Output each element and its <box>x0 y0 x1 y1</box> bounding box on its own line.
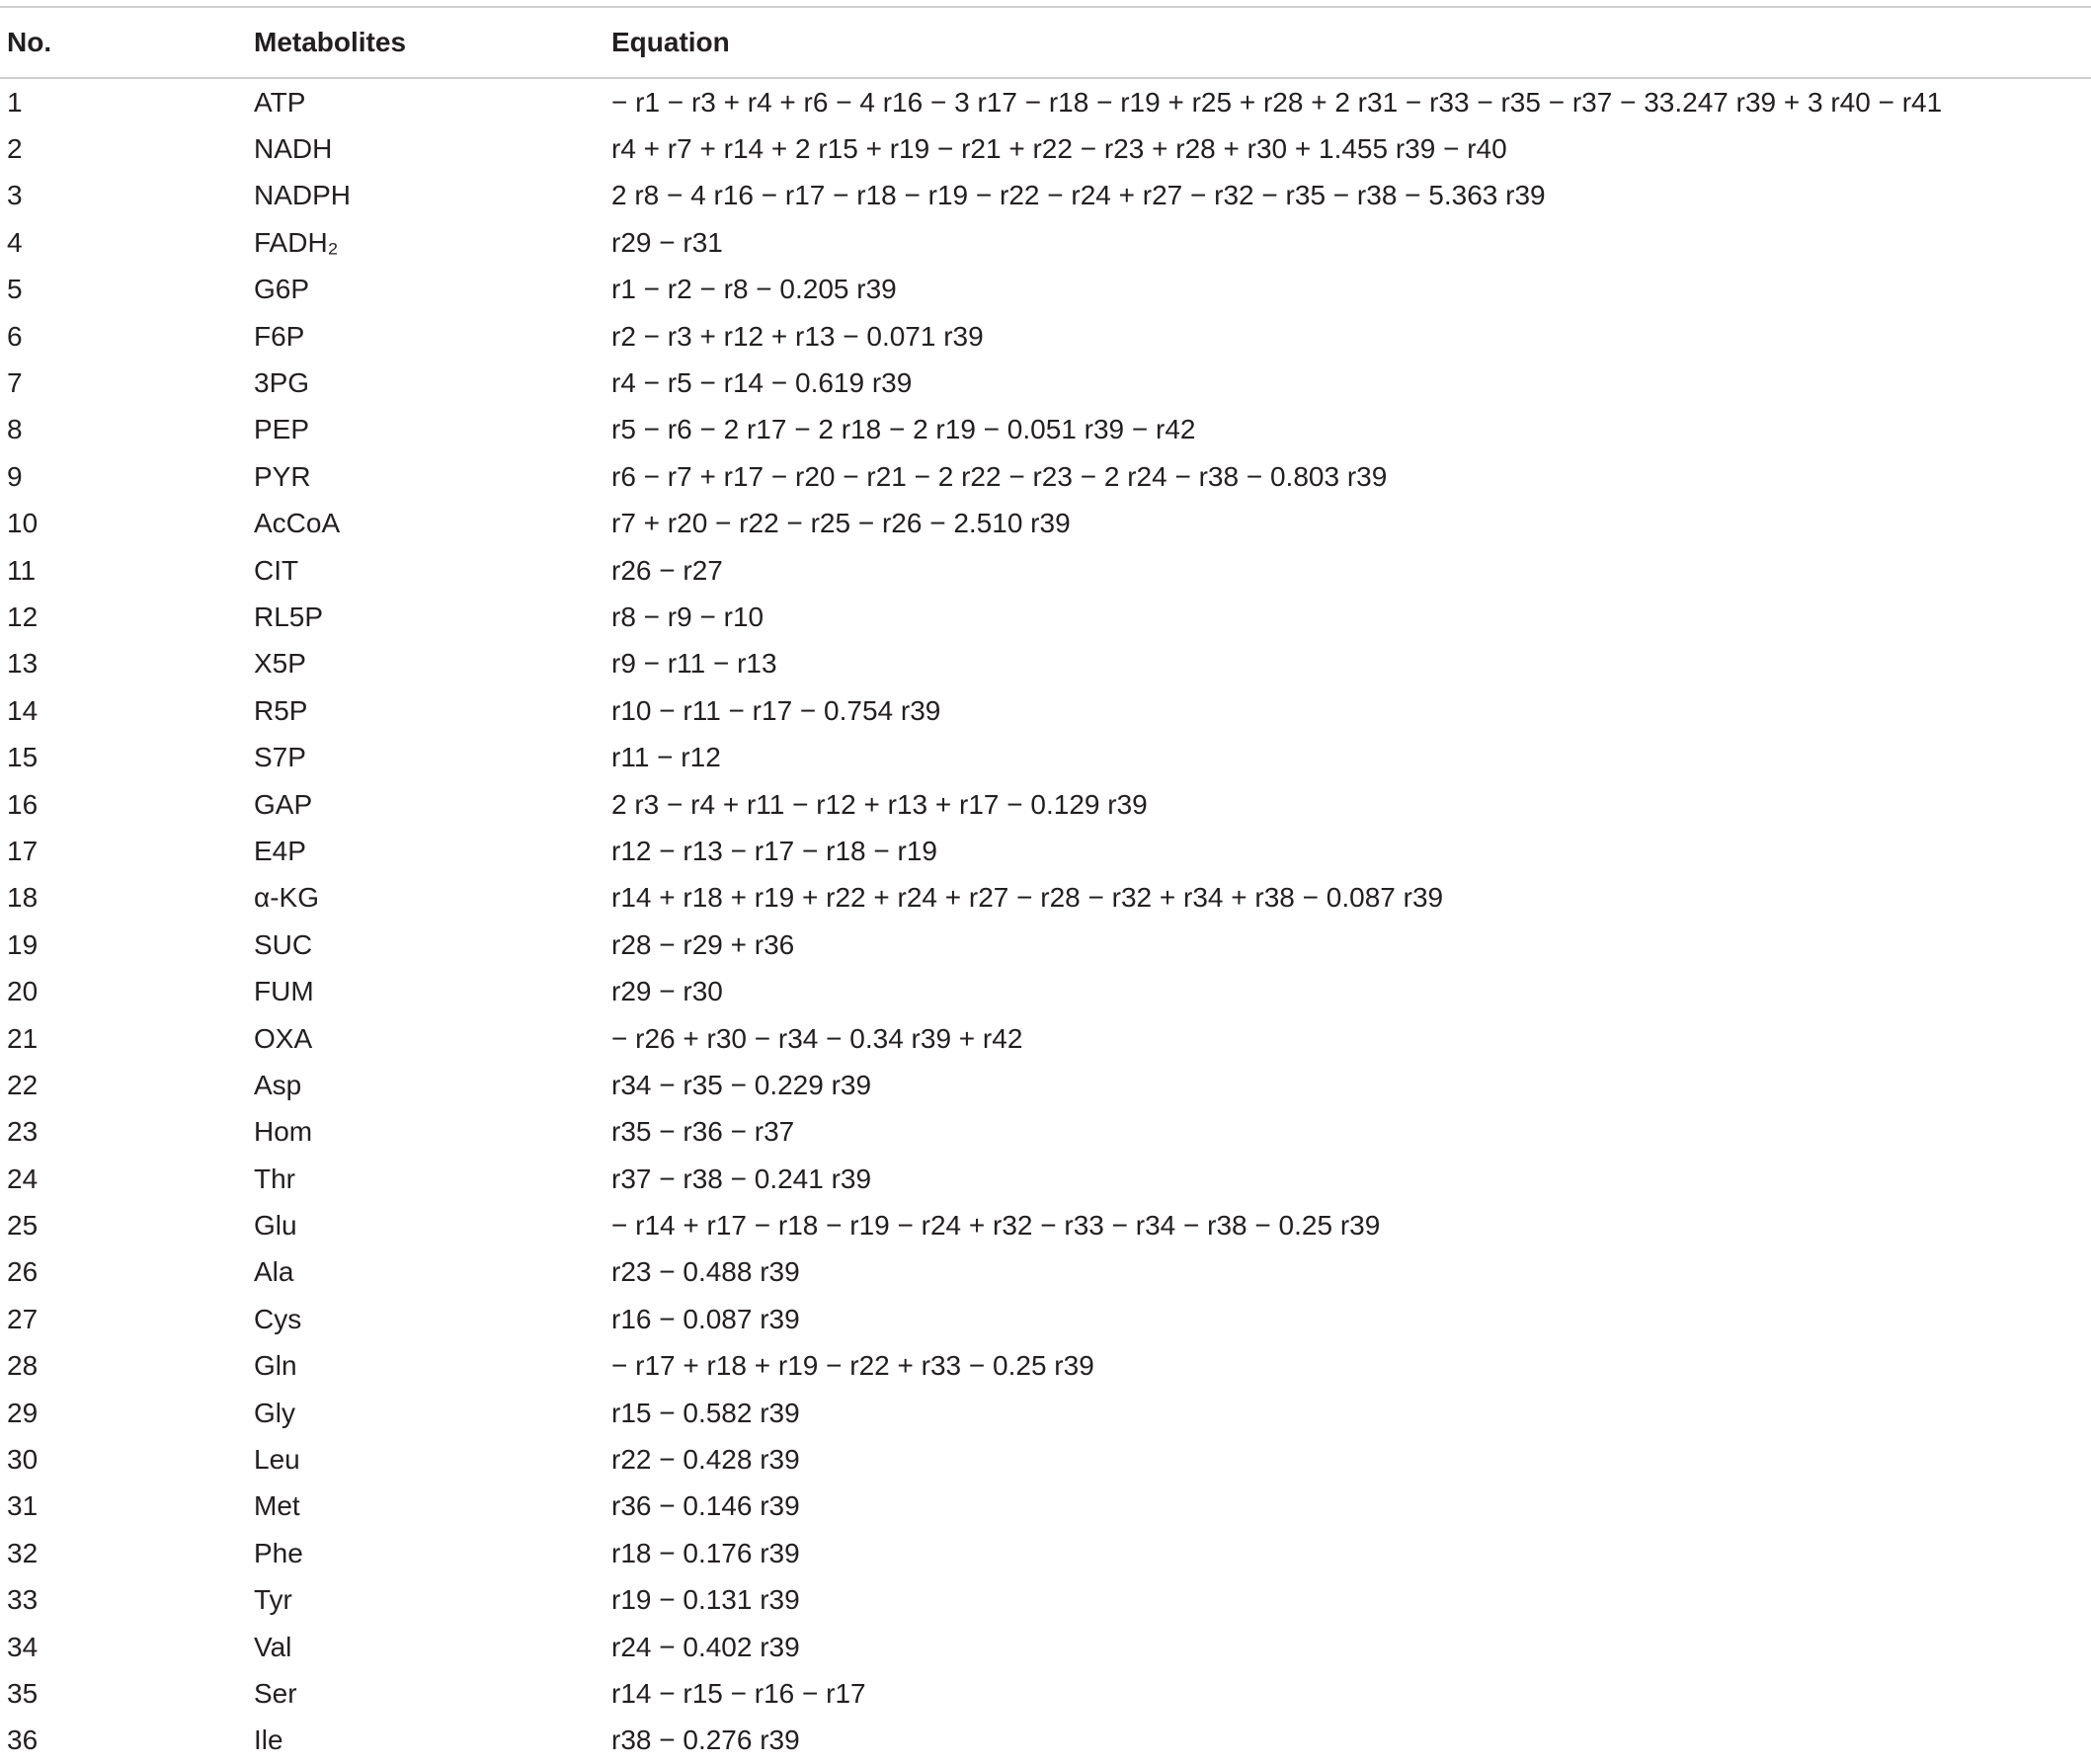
cell-equation: r22 − 0.428 r39 <box>611 1444 800 1476</box>
table-row <box>0 594 2091 640</box>
cell-metabolite: NADPH <box>254 180 352 211</box>
cell-equation: r26 − r27 <box>611 554 723 586</box>
cell-metabolite: Gln <box>254 1350 297 1382</box>
cell-equation: r29 − r30 <box>611 976 723 1007</box>
header-equation: Equation <box>611 27 730 57</box>
cell-equation: r1 − r2 − r8 − 0.205 r39 <box>611 274 897 305</box>
cell-no: 32 <box>7 1537 39 1568</box>
cell-metabolite: Gly <box>254 1397 295 1428</box>
cell-no: 34 <box>7 1631 39 1662</box>
cell-equation: r23 − 0.488 r39 <box>611 1256 800 1288</box>
cell-metabolite: X5P <box>254 648 306 680</box>
cell-equation: r35 − r36 − r37 <box>611 1116 795 1148</box>
table-row <box>0 1296 2091 1342</box>
cell-metabolite: RL5P <box>254 601 324 632</box>
cell-equation: − r26 + r30 − r34 − 0.34 r39 + r42 <box>611 1022 1023 1054</box>
table-row <box>0 687 2091 734</box>
cell-no: 15 <box>7 742 39 773</box>
cell-metabolite: F6P <box>254 320 305 352</box>
table-row <box>0 1718 2091 1764</box>
cell-equation: r28 − r29 + r36 <box>611 928 795 960</box>
cell-equation: r4 − r5 − r14 − 0.619 r39 <box>611 367 913 399</box>
table-row <box>0 407 2091 453</box>
cell-no: 24 <box>7 1163 39 1194</box>
cell-metabolite: Thr <box>254 1163 295 1194</box>
cell-no: 11 <box>7 554 37 586</box>
cell-no: 25 <box>7 1210 39 1242</box>
table-row <box>0 1530 2091 1576</box>
cell-metabolite: Tyr <box>254 1584 292 1616</box>
table-row <box>0 828 2091 874</box>
table-row <box>0 1343 2091 1390</box>
cell-metabolite: PYR <box>254 460 311 492</box>
cell-no: 1 <box>7 86 23 118</box>
cell-metabolite: Leu <box>254 1444 300 1476</box>
cell-metabolite: OXA <box>254 1022 313 1054</box>
table-row <box>0 875 2091 922</box>
table-row <box>0 360 2091 406</box>
cell-equation: r14 − r15 − r16 − r17 <box>611 1677 866 1709</box>
table-row <box>0 734 2091 780</box>
table-row <box>0 1249 2091 1296</box>
cell-no: 20 <box>7 976 39 1007</box>
cell-equation: r34 − r35 − 0.229 r39 <box>611 1069 872 1100</box>
cell-no: 33 <box>7 1584 39 1616</box>
table-row <box>0 219 2091 266</box>
metabolite-equation-table-container <box>0 6 2091 1764</box>
cell-equation: r29 − r31 <box>611 226 723 258</box>
header-metabolites: Metabolites <box>254 27 407 57</box>
table-row <box>0 1624 2091 1670</box>
cell-no: 29 <box>7 1397 39 1428</box>
cell-no: 7 <box>7 367 23 399</box>
cell-no: 8 <box>7 414 23 445</box>
cell-no: 13 <box>7 648 39 680</box>
cell-metabolite: PEP <box>254 414 310 445</box>
cell-no: 12 <box>7 601 39 632</box>
cell-metabolite: 3PG <box>254 367 310 399</box>
table-row <box>0 1390 2091 1436</box>
table-row <box>0 125 2091 172</box>
table-row <box>0 1202 2091 1248</box>
table-row <box>0 1015 2091 1062</box>
table-row <box>0 313 2091 360</box>
table-row <box>0 1109 2091 1156</box>
cell-equation: r6 − r7 + r17 − r20 − r21 − 2 r22 − r23 − 2 r24 − r38 − 0.803 r39 <box>611 460 1388 492</box>
table-header <box>0 7 2091 78</box>
cell-no: 3 <box>7 180 23 211</box>
table-row <box>0 922 2091 968</box>
cell-metabolite: Met <box>254 1490 300 1522</box>
table-row <box>0 1577 2091 1624</box>
cell-metabolite: AcCoA <box>254 508 341 539</box>
table-row <box>0 1436 2091 1483</box>
cell-equation: r2 − r3 + r12 + r13 − 0.071 r39 <box>611 320 984 352</box>
cell-metabolite: Ala <box>254 1256 294 1288</box>
cell-equation: r24 − 0.402 r39 <box>611 1631 800 1662</box>
cell-no: 2 <box>7 133 23 165</box>
cell-metabolite: S7P <box>254 742 306 773</box>
table-row <box>0 453 2091 500</box>
cell-metabolite: FUM <box>254 976 314 1007</box>
cell-metabolite: NADH <box>254 133 333 165</box>
cell-no: 26 <box>7 1256 39 1288</box>
table-row <box>0 173 2091 219</box>
cell-equation: r10 − r11 − r17 − 0.754 r39 <box>611 694 941 726</box>
cell-equation: − r1 − r3 + r4 + r6 − 4 r16 − 3 r17 − r18 − r19 + r25 + r28 + 2 r31 − r33 − r35 − r37 − 33.247 r39 + 3 r40 − r41 <box>611 86 1943 118</box>
cell-equation: r7 + r20 − r22 − r25 − r26 − 2.510 r39 <box>611 508 1071 539</box>
cell-equation: r16 − 0.087 r39 <box>611 1303 800 1334</box>
cell-no: 21 <box>7 1022 39 1054</box>
cell-no: 31 <box>7 1490 39 1522</box>
cell-no: 17 <box>7 835 39 866</box>
cell-equation: r19 − 0.131 r39 <box>611 1584 800 1616</box>
cell-metabolite: Ser <box>254 1677 297 1709</box>
cell-equation: 2 r8 − 4 r16 − r17 − r18 − r19 − r22 − r24 + r27 − r32 − r35 − r38 − 5.363 r39 <box>611 180 1546 211</box>
cell-equation: r4 + r7 + r14 + 2 r15 + r19 − r21 + r22 − r23 + r28 + r30 + 1.455 r39 − r40 <box>611 133 1507 165</box>
cell-equation: r5 − r6 − 2 r17 − 2 r18 − 2 r19 − 0.051 r39 − r42 <box>611 414 1196 445</box>
table-row <box>0 781 2091 828</box>
cell-metabolite: ATP <box>254 86 306 118</box>
cell-no: 14 <box>7 694 39 726</box>
table-row <box>0 501 2091 547</box>
table-row <box>0 968 2091 1014</box>
table-row <box>0 547 2091 594</box>
cell-metabolite: Cys <box>254 1303 302 1334</box>
cell-no: 4 <box>7 226 23 258</box>
cell-no: 27 <box>7 1303 39 1334</box>
cell-no: 18 <box>7 882 39 914</box>
cell-equation: r18 − 0.176 r39 <box>611 1537 800 1568</box>
cell-metabolite: E4P <box>254 835 306 866</box>
cell-no: 19 <box>7 928 39 960</box>
cell-equation: r37 − r38 − 0.241 r39 <box>611 1163 872 1194</box>
table-row <box>0 1483 2091 1530</box>
table-row <box>0 1670 2091 1717</box>
cell-no: 28 <box>7 1350 39 1382</box>
cell-no: 30 <box>7 1444 39 1476</box>
cell-equation: r8 − r9 − r10 <box>611 601 764 632</box>
cell-equation: r9 − r11 − r13 <box>611 648 777 680</box>
cell-equation: − r17 + r18 + r19 − r22 + r33 − 0.25 r39 <box>611 1350 1094 1382</box>
cell-no: 22 <box>7 1069 39 1100</box>
header-no: No. <box>7 27 52 57</box>
cell-metabolite: Glu <box>254 1210 297 1242</box>
cell-metabolite: CIT <box>254 554 299 586</box>
table-row <box>0 641 2091 687</box>
cell-no: 6 <box>7 320 23 352</box>
cell-equation: r14 + r18 + r19 + r22 + r24 + r27 − r28 − r32 + r34 + r38 − 0.087 r39 <box>611 882 1444 914</box>
cell-metabolite: Asp <box>254 1069 302 1100</box>
cell-metabolite: FADH₂ <box>254 226 339 258</box>
cell-equation: 2 r3 − r4 + r11 − r12 + r13 + r17 − 0.129 r39 <box>611 788 1148 820</box>
table-row <box>0 267 2091 313</box>
cell-equation: r15 − 0.582 r39 <box>611 1397 800 1428</box>
table-row <box>0 1156 2091 1202</box>
cell-no: 35 <box>7 1677 39 1709</box>
table-body <box>0 78 2091 1764</box>
cell-no: 10 <box>7 508 39 539</box>
cell-metabolite: Phe <box>254 1537 303 1568</box>
cell-no: 36 <box>7 1724 39 1756</box>
table-row <box>0 1062 2091 1108</box>
cell-no: 5 <box>7 274 23 305</box>
cell-no: 16 <box>7 788 39 820</box>
cell-no: 9 <box>7 460 23 492</box>
cell-equation: r38 − 0.276 r39 <box>611 1724 800 1756</box>
cell-metabolite: α-KG <box>254 882 319 914</box>
cell-metabolite: GAP <box>254 788 313 820</box>
cell-metabolite: Hom <box>254 1116 313 1148</box>
cell-no: 23 <box>7 1116 39 1148</box>
metabolite-equation-table <box>0 6 2091 1764</box>
cell-metabolite: SUC <box>254 928 313 960</box>
table-row <box>0 78 2091 125</box>
cell-equation: − r14 + r17 − r18 − r19 − r24 + r32 − r33 − r34 − r38 − 0.25 r39 <box>611 1210 1381 1242</box>
header-row <box>0 7 2091 78</box>
cell-metabolite: Val <box>254 1631 292 1662</box>
cell-metabolite: Ile <box>254 1724 283 1756</box>
cell-metabolite: R5P <box>254 694 308 726</box>
cell-equation: r36 − 0.146 r39 <box>611 1490 800 1522</box>
cell-equation: r12 − r13 − r17 − r18 − r19 <box>611 835 937 866</box>
cell-metabolite: G6P <box>254 274 310 305</box>
cell-equation: r11 − r12 <box>611 742 721 773</box>
